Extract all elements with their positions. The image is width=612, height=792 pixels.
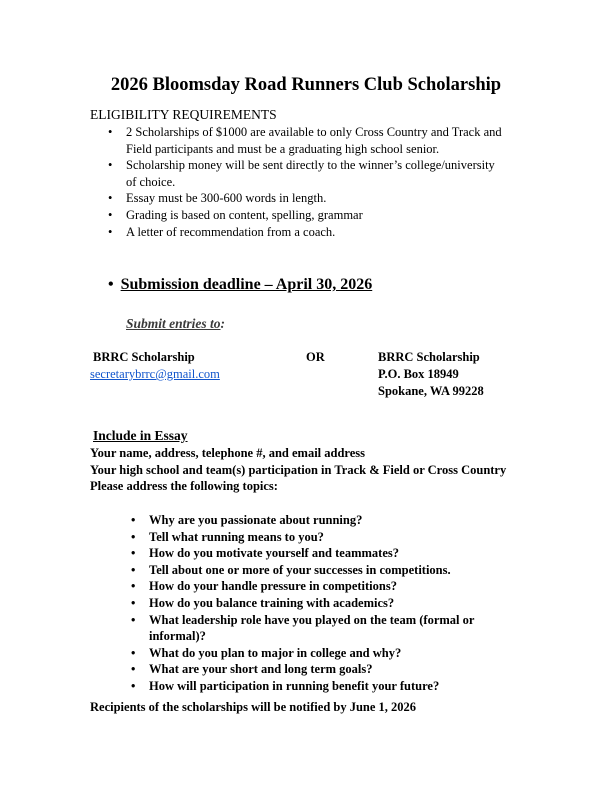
mail-recipient-name: BRRC Scholarship bbox=[378, 350, 480, 364]
topic-text: Why are you passionate about running? bbox=[149, 513, 363, 527]
bullet-icon: • bbox=[131, 579, 136, 594]
submit-entries-label bbox=[126, 315, 225, 333]
topic-text: What do you plan to major in college and why? bbox=[149, 645, 402, 660]
bullet-icon: • bbox=[108, 125, 113, 139]
bullet-icon: • bbox=[131, 513, 136, 527]
document-title: 2026 Bloomsday Road Runners Club Scholarship bbox=[110, 75, 502, 95]
eligibility-item bbox=[108, 190, 508, 207]
submission-deadline bbox=[108, 275, 372, 295]
topic-text: Tell about one or more of your successes in competitions. bbox=[149, 562, 451, 577]
mail-submission-option bbox=[378, 349, 484, 400]
topic-item bbox=[131, 545, 526, 562]
or-separator: OR bbox=[306, 350, 325, 364]
topic-item bbox=[131, 512, 526, 529]
bullet-icon: • bbox=[131, 662, 136, 677]
eligibility-item bbox=[108, 207, 508, 224]
topic-item bbox=[131, 562, 526, 579]
bullet-icon: • bbox=[131, 678, 136, 693]
eligibility-item bbox=[108, 157, 508, 190]
topic-item bbox=[131, 645, 526, 662]
topic-text: What are your short and long term goals? bbox=[149, 662, 373, 677]
email-link[interactable]: secretarybrrc@gmail.com bbox=[90, 367, 220, 381]
eligibility-item-text: Grading is based on content, spelling, grammar bbox=[126, 207, 363, 222]
eligibility-item-text: 2 Scholarships of $1000 are available to only Cross Country and Track and Field participants and must be a graduating high school senior. bbox=[126, 125, 502, 156]
mail-address-line1: P.O. Box 18949 bbox=[378, 367, 459, 381]
bullet-icon: • bbox=[131, 645, 136, 660]
topic-item bbox=[131, 678, 526, 695]
topic-item bbox=[131, 661, 526, 678]
topic-text: How do you motivate yourself and teammates? bbox=[149, 546, 399, 561]
essay-line: Your high school and team(s) participation in Track & Field or Cross Country bbox=[90, 462, 507, 477]
submit-entries-colon: : bbox=[220, 316, 226, 331]
bullet-icon: • bbox=[131, 562, 136, 577]
submit-entries-text: Submit entries to bbox=[126, 316, 221, 331]
mail-address-line2: Spokane, WA 99228 bbox=[378, 384, 484, 398]
eligibility-list bbox=[108, 124, 508, 240]
eligibility-item-text: Scholarship money will be sent directly to the winner’s college/university of choice. bbox=[126, 158, 495, 189]
topic-item bbox=[131, 578, 526, 595]
topic-text: How will participation in running benefit your future? bbox=[149, 678, 440, 693]
email-submission-option bbox=[90, 349, 220, 383]
bullet-icon: • bbox=[108, 191, 113, 206]
topic-item bbox=[131, 529, 526, 546]
eligibility-item bbox=[108, 224, 508, 241]
topic-text: How do your handle pressure in competitions? bbox=[149, 579, 397, 594]
essay-line: Your name, address, telephone #, and email address bbox=[90, 446, 366, 460]
eligibility-item-text: Essay must be 300-600 words in length. bbox=[126, 191, 327, 206]
eligibility-item-text: A letter of recommendation from a coach. bbox=[126, 224, 336, 239]
email-recipient-name: BRRC Scholarship bbox=[93, 350, 195, 364]
notification-note: Recipients of the scholarships will be notified by June 1, 2026 bbox=[90, 700, 417, 714]
essay-line: Please address the following topics: bbox=[90, 479, 278, 493]
bullet-icon: • bbox=[131, 595, 136, 610]
bullet-icon: • bbox=[108, 207, 113, 222]
essay-topics-list bbox=[131, 512, 526, 695]
bullet-icon: • bbox=[108, 276, 114, 293]
eligibility-item bbox=[108, 124, 508, 157]
topic-text: What leadership role have you played on the team (formal or informal)? bbox=[149, 612, 475, 644]
topic-text: Tell what running means to you? bbox=[149, 529, 324, 544]
bullet-icon: • bbox=[108, 224, 113, 239]
topic-item bbox=[131, 595, 526, 612]
deadline-text: Submission deadline – April 30, 2026 bbox=[120, 276, 373, 293]
bullet-icon: • bbox=[131, 546, 136, 561]
eligibility-heading: ELIGIBILITY REQUIREMENTS bbox=[90, 107, 277, 122]
essay-heading: Include in Essay bbox=[93, 428, 188, 443]
essay-requirements bbox=[90, 445, 520, 495]
bullet-icon: • bbox=[108, 158, 113, 173]
topic-text: How do you balance training with academics? bbox=[149, 595, 395, 610]
bullet-icon: • bbox=[131, 612, 136, 627]
bullet-icon: • bbox=[131, 529, 136, 544]
topic-item bbox=[131, 612, 526, 645]
